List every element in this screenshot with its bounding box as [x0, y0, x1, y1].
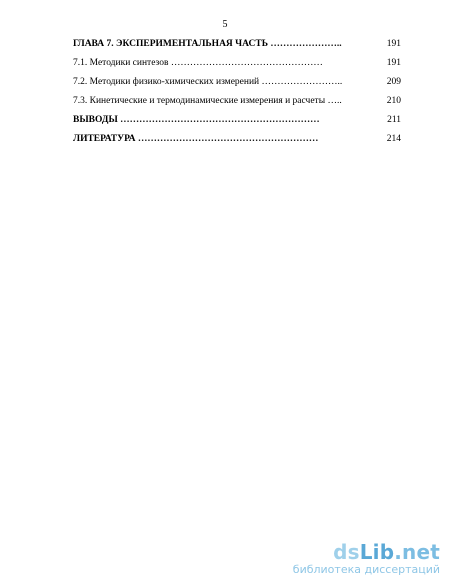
logo-net-text: .net: [394, 540, 440, 564]
toc-entry-title: ВЫВОДЫ ………………………………………………………: [73, 115, 320, 125]
toc-entry-conclusions: [73, 112, 401, 128]
toc-entry-title: ГЛАВА 7. ЭКСПЕРИМЕНТАЛЬНАЯ ЧАСТЬ …………………..: [73, 39, 342, 49]
toc-entry-page: 210: [386, 96, 401, 106]
watermark-caption: библиотека диссертаций: [292, 563, 440, 576]
toc-entry-7-3: [73, 93, 401, 109]
toc-entry-title: 7.3. Кинетические и термодинамические измерения и расчеты …..: [73, 96, 342, 106]
toc-entry-title: ЛИТЕРАТУРА …………………………………………………: [73, 134, 319, 144]
toc-entry-page: 211: [387, 115, 401, 125]
toc-entry-7-2: [73, 74, 401, 90]
toc-entry-title: 7.2. Методики физико-химических измерений ……………………..: [73, 77, 343, 87]
logo-lib-text: Lib: [359, 540, 395, 564]
toc-entry-page: 191: [386, 58, 401, 68]
toc-entry-page: 191: [386, 39, 401, 49]
dslib-logo: [293, 541, 440, 563]
table-of-contents: [73, 36, 401, 147]
logo-ds-text: ds: [333, 540, 360, 564]
dslib-watermark: [293, 541, 440, 576]
toc-entry-title: 7.1. Методики синтезов …………………………………………: [73, 58, 323, 68]
page-number: 5: [222, 19, 228, 30]
toc-entry-page: 209: [386, 77, 401, 87]
toc-entry-literature: [73, 131, 401, 147]
toc-entry-chapter-7: [73, 36, 401, 52]
toc-entry-7-1: [73, 55, 401, 71]
toc-entry-page: 214: [386, 134, 401, 144]
